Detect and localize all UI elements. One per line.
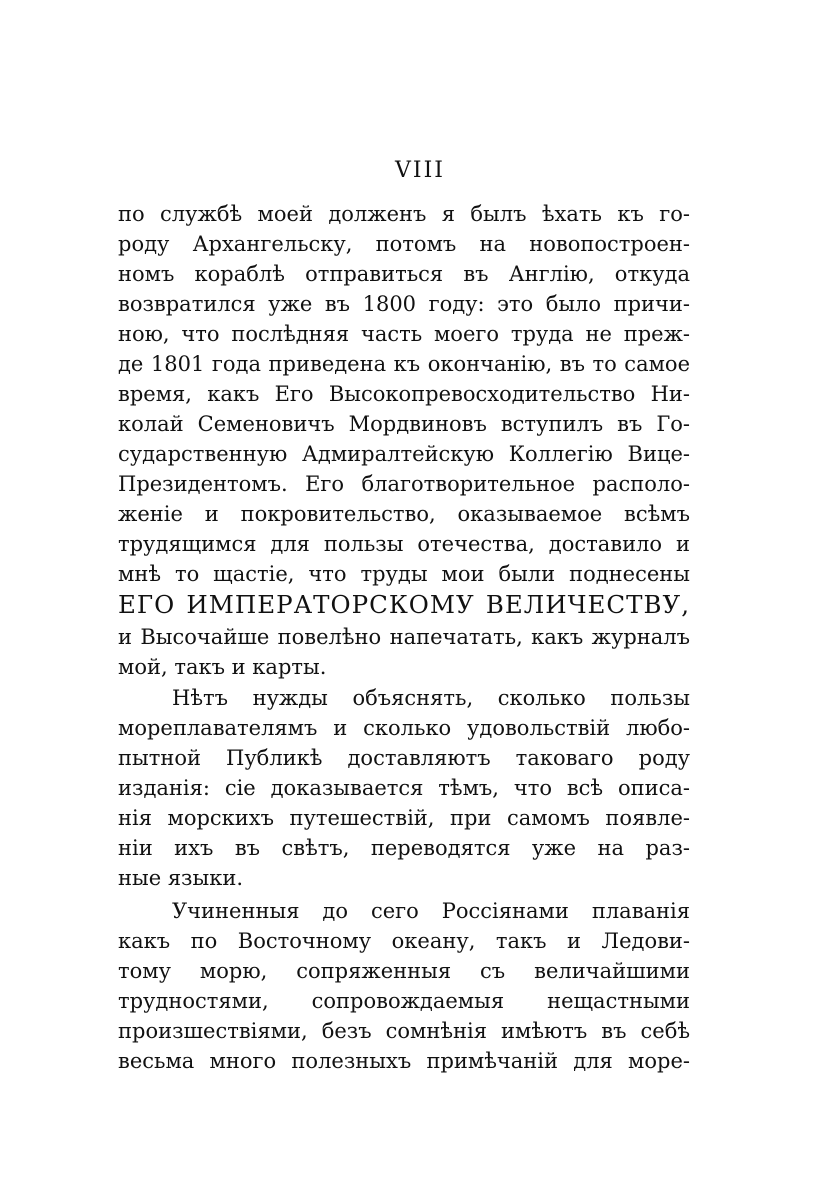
text-line: номъ кораблѣ отправиться въ Англію, откуда bbox=[118, 262, 690, 286]
text-line: ною, что послѣдняя часть моего труда не преж- bbox=[118, 322, 690, 346]
text-line: пытной Публикѣ доставляютъ таковаго роду bbox=[118, 746, 690, 770]
text-line: произшествіями, безъ сомнѣнія имѣютъ въ себѣ bbox=[118, 1019, 690, 1043]
text-line: мнѣ то щастіе, что труды мои были поднесены bbox=[118, 562, 690, 586]
paragraph-first-line: Учиненныя до сего Россіянами плаванія bbox=[172, 899, 690, 923]
paragraph-first-line: Нѣтъ нужды объяснять, сколько пользы bbox=[172, 686, 690, 710]
text-line: Президентомъ. Его благотворительное располо- bbox=[118, 472, 690, 496]
text-line: роду Архангельску, потомъ на новопостроен- bbox=[118, 232, 690, 256]
page-number: VIII bbox=[395, 158, 445, 183]
text-line: нія морскихъ путешествій, при самомъ появле- bbox=[118, 806, 690, 830]
text-line: сударственную Адмиралтейскую Коллегію Вице- bbox=[118, 442, 690, 466]
text-line: ніи ихъ въ свѣтъ, переводятся уже на раз- bbox=[118, 836, 690, 860]
text-line: ные языки. bbox=[118, 866, 244, 890]
text-line: мореплавателямъ и сколько удовольствій любо- bbox=[118, 716, 690, 740]
text-line-emphasis: ЕГО ИМПЕРАТОРСКОМУ ВЕЛИЧЕСТВУ, bbox=[118, 590, 690, 619]
text-line: возвратился уже въ 1800 году: это было причи- bbox=[118, 292, 690, 316]
text-line: женіе и покровительство, оказываемое всѣмъ bbox=[118, 502, 690, 526]
text-line: де 1801 года приведена къ окончанію, въ то самое bbox=[118, 352, 690, 376]
text-line: тому морю, сопряженныя съ величайшими bbox=[118, 959, 690, 983]
text-line: изданія: сіе доказывается тѣмъ, что всѣ описа- bbox=[118, 776, 690, 800]
text-line: по службѣ моей долженъ я былъ ѣхать къ го- bbox=[118, 202, 690, 226]
text-line: весьма много полезныхъ примѣчаній для море- bbox=[118, 1049, 690, 1073]
text-line: время, какъ Его Высокопревосходительство Ни- bbox=[118, 382, 690, 406]
text-line: трудящимся для пользы отечества, доставило и bbox=[118, 532, 690, 556]
text-line: какъ по Восточному океану, такъ и Ледови- bbox=[118, 929, 690, 953]
text-line: колай Семеновичъ Мордвиновъ вступилъ въ Го- bbox=[118, 412, 690, 436]
text-line: мой, такъ и карты. bbox=[118, 655, 327, 679]
text-line: трудностями, сопровождаемыя нещастными bbox=[118, 989, 690, 1013]
text-line: и Высочайше повелѣно напечатать, какъ журналъ bbox=[118, 625, 690, 649]
